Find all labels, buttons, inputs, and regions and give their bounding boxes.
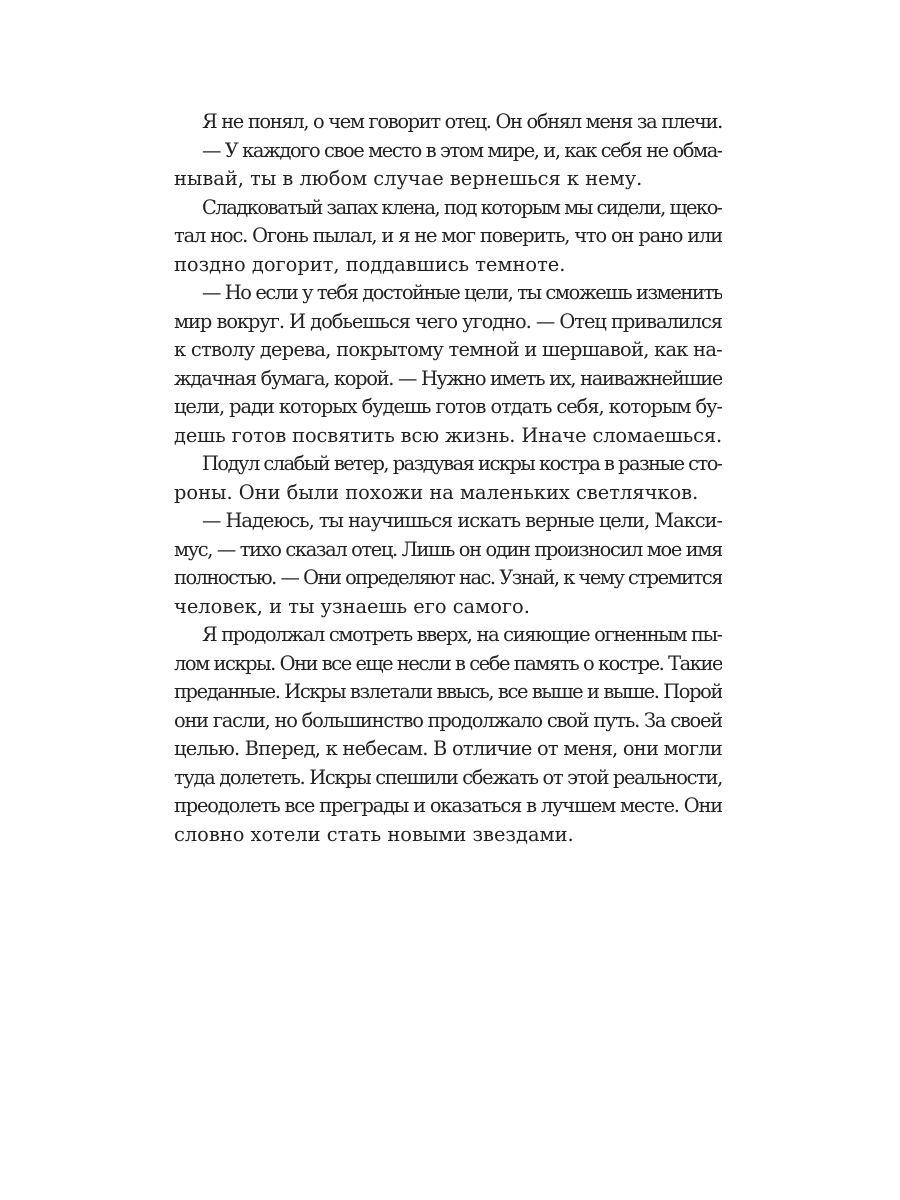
text-line: поздно догорит, поддавшись темноте. xyxy=(174,252,566,276)
text-line: дешь готов посвятить всю жизнь. Иначе сломаешься. xyxy=(174,423,722,447)
text-line: мир вокруг. И добьешься чего угодно. — Отец привалился xyxy=(174,309,722,333)
text-line: мус, — тихо сказал отец. Лишь он один произносил мое имя xyxy=(174,537,722,561)
text-line: Сладковатый запах клена, под которым мы сидели, щеко- xyxy=(202,195,722,219)
text-line: Подул слабый ветер, раздувая искры костра в разные сто- xyxy=(202,452,722,475)
text-line: туда долететь. Искры спешили сбежать от этой реальности, xyxy=(174,765,722,789)
text-line: полностью. — Они определяют нас. Узнай, к чему стремится xyxy=(174,566,722,589)
text-line: они гасли, но большинство продолжало свой путь. За своей xyxy=(174,708,722,732)
text-line: Я продолжал смотреть вверх, на сияющие огненным пы- xyxy=(202,623,722,646)
text-line: ждачная бумага, корой. — Нужно иметь их, наиважнейшие xyxy=(174,366,722,390)
text-line: Я не понял, о чем говорит отец. Он обнял меня за плечи. xyxy=(202,110,722,133)
text-line: — Надеюсь, ты научишься искать верные цели, Макси- xyxy=(202,509,722,532)
body-text xyxy=(174,108,722,849)
text-line: преданные. Искры взлетали ввысь, все выше и выше. Порой xyxy=(174,680,722,703)
text-line: целью. Вперед, к небесам. В отличие от меня, они могли xyxy=(174,737,722,760)
text-line: цели, ради которых будешь готов отдать себя, которым бу- xyxy=(174,395,722,418)
text-line: лом искры. Они все еще несли в себе память о костре. Такие xyxy=(174,651,722,675)
text-line: к стволу дерева, покрытому темной и шершавой, как на- xyxy=(174,338,722,361)
text-line: преодолеть все преграды и оказаться в лучшем месте. Они xyxy=(174,794,722,817)
text-line: словно хотели стать новыми звездами. xyxy=(174,822,574,846)
text-line: человек, и ты узнаешь его самого. xyxy=(174,594,530,618)
text-line: нывай, ты в любом случае вернешься к нему. xyxy=(174,167,643,190)
text-line: — У каждого свое место в этом мире, и, как себя не обма- xyxy=(202,138,722,162)
text-line: роны. Они были похожи на маленьких светлячков. xyxy=(174,480,699,504)
text-line: тал нос. Огонь пылал, и я не мог поверить, что он рано или xyxy=(174,224,722,247)
text-line: — Но если у тебя достойные цели, ты сможешь изменить xyxy=(202,281,722,304)
